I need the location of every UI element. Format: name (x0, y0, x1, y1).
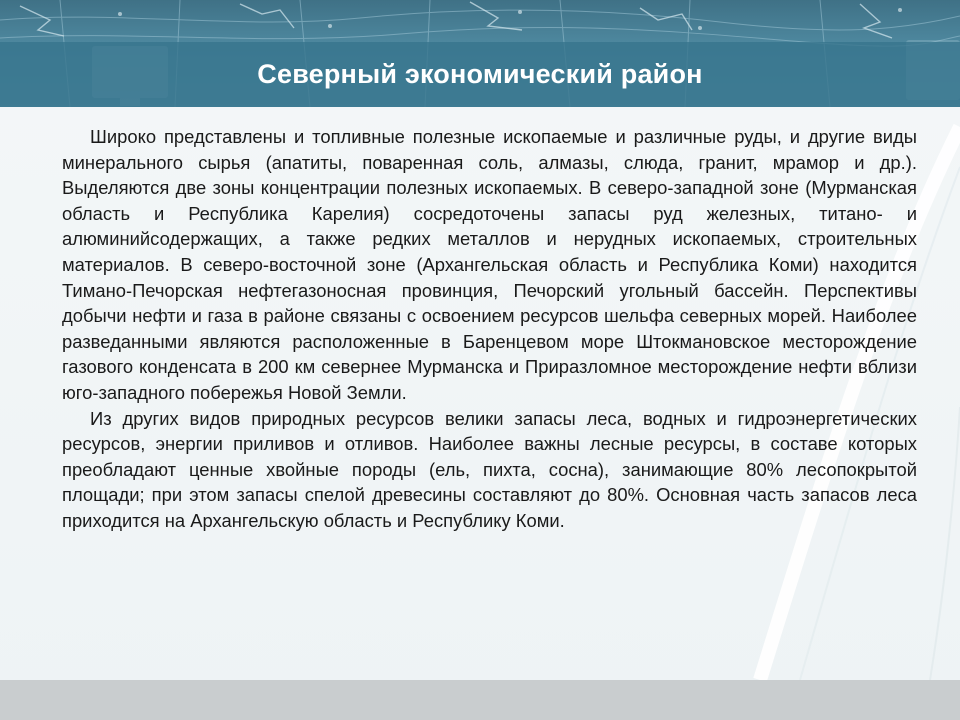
paragraph-mineral-resources: Широко представлены и топливные полезные ископаемые и различные руды, и другие виды минерального сырья (апатиты, поваренная соль, алмазы, слюда, гранит, мрамор и др.). Выделяются две зоны концентрации полезных ископаемых. В северо-западной зоне (Мурманская область и Республика Карелия) сосредоточены запасы руд железных, титано- и алюминийсодержащих, а также редких металлов и нерудных ископаемых, строительных материалов. В северо-восточной зоне (Архангельская область и Республика Коми) находится Тимано-Печорская нефтегазоносная провинция, Печорский угольный бассейн. Перспективы добычи нефти и газа в районе связаны с освоением ресурсов шельфа северных морей. Наиболее разведанными являются расположенные в Баренцевом море Штокмановское месторождение газового конденсата в 200 км севернее Мурманска и Приразломное месторождение нефти вблизи юго-западного побережья Новой Земли. (62, 126, 917, 403)
footer-band (0, 680, 960, 720)
slide-title: Северный экономический район (257, 59, 703, 89)
paragraph-natural-resources: Из других видов природных ресурсов велики запасы леса, водных и гидроэнергетических ресурсов, энергии приливов и отливов. Наиболее важны лесные ресурсы, в составе которых преобладают ценные хвойные породы (ель, пихта, сосна), занимающие 80% лесопокрытой площади; при этом запасы спелой древесины составляют до 80%. Основная часть запасов леса приходится на Архангельскую область и Республику Коми. (62, 407, 917, 531)
slide-body (62, 124, 917, 534)
